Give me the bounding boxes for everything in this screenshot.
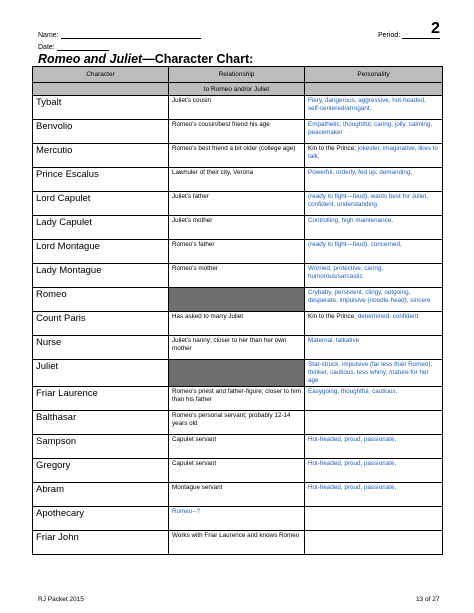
table-row (33, 312, 443, 336)
relationship-cell[interactable]: Law/ruler of their city, Verona (169, 168, 305, 192)
relationship-cell[interactable]: Juliet's mother (169, 216, 305, 240)
table-row (33, 435, 443, 459)
date-field (38, 43, 109, 51)
character-name: Prince Escalus (33, 168, 169, 192)
period-value: 2 (431, 20, 440, 37)
footer-left: RJ Packet 2015 (38, 596, 84, 603)
character-name: Friar Laurence (33, 387, 169, 411)
personality-text: Controlling, high maintenance, (308, 217, 394, 224)
personality-prefix: Kin to the Prince; (308, 313, 358, 320)
personality-cell[interactable] (305, 144, 443, 168)
relationship-cell[interactable]: Romeo's father (169, 240, 305, 264)
personality-cell[interactable] (305, 411, 443, 435)
personality-text: Worried, protective, caring, humorous/sarcastic (308, 265, 384, 280)
personality-text: Easygoing, thoughtful, cautious, (308, 388, 398, 395)
personality-cell[interactable] (305, 531, 443, 555)
name-blank[interactable] (61, 31, 201, 39)
relationship-cell[interactable] (169, 288, 305, 312)
personality-text: Maternal, talkative (308, 337, 360, 344)
personality-text: (ready to fight—feud), wants best for Juliet, confident, understanding (308, 193, 429, 208)
table-row (33, 264, 443, 288)
title-suffix: —Character Chart: (142, 52, 254, 66)
table-row (33, 120, 443, 144)
name-label: Name: (38, 32, 59, 39)
personality-cell[interactable] (305, 336, 443, 360)
personality-text: Hot-headed, proud, passionate, (308, 460, 397, 467)
character-name: Mercutio (33, 144, 169, 168)
personality-cell[interactable] (305, 240, 443, 264)
character-name: Abram (33, 483, 169, 507)
character-chart (32, 66, 443, 555)
table-row (33, 387, 443, 411)
table-row (33, 483, 443, 507)
personality-cell[interactable] (305, 216, 443, 240)
character-name: Lord Montague (33, 240, 169, 264)
character-name: Lord Capulet (33, 192, 169, 216)
character-name: Count Paris (33, 312, 169, 336)
character-name: Friar John (33, 531, 169, 555)
character-name: Sampson (33, 435, 169, 459)
personality-cell[interactable] (305, 120, 443, 144)
personality-text: Hot-headed, proud, passionate, (308, 436, 397, 443)
personality-text: Star-struck, impulsive (far less than Romeo), thinker, cautious, less whiny, mature for her age (308, 361, 433, 384)
personality-text: (ready to fight—feud), concerned, (308, 241, 402, 248)
relationship-cell[interactable]: Capulet servant (169, 459, 305, 483)
personality-cell[interactable] (305, 192, 443, 216)
footer-page: 13 of 27 (416, 596, 440, 603)
relationship-cell[interactable]: Juliet's father (169, 192, 305, 216)
personality-text: Hot-headed, proud, passionate, (308, 484, 397, 491)
character-name: Juliet (33, 360, 169, 387)
table-row (33, 168, 443, 192)
col-character-sub (33, 83, 169, 96)
table-row (33, 459, 443, 483)
date-blank[interactable] (57, 43, 109, 51)
table-row (33, 336, 443, 360)
character-name: Gregory (33, 459, 169, 483)
personality-text: Empathetic, thoughtful, caring, jolly, calming, peacemaker (308, 121, 433, 136)
character-name: Romeo (33, 288, 169, 312)
table-row (33, 144, 443, 168)
play-title: Romeo and Juliet (38, 52, 143, 66)
character-name: Apothecary (33, 507, 169, 531)
relationship-cell[interactable]: Montague servant (169, 483, 305, 507)
character-name: Lady Capulet (33, 216, 169, 240)
character-name: Benvolio (33, 120, 169, 144)
table-row (33, 96, 443, 120)
relationship-cell[interactable]: Capulet servant (169, 435, 305, 459)
table-row (33, 360, 443, 387)
personality-prefix: Kin to the Prince; (308, 145, 358, 152)
table-row (33, 507, 443, 531)
relationship-cell[interactable]: Romeo--? (169, 507, 305, 531)
relationship-cell[interactable]: Romeo's cousin/best friend his age (169, 120, 305, 144)
relationship-cell[interactable]: Romeo's best friend a bit older (college age) (169, 144, 305, 168)
col-relationship-sub: to Romeo and/or Juliet (169, 83, 305, 96)
personality-cell[interactable] (305, 507, 443, 531)
period-label: Period: (378, 32, 401, 39)
table-row (33, 240, 443, 264)
personality-cell[interactable] (305, 168, 443, 192)
relationship-cell[interactable]: Juliet's nanny; closer to her than her own mother (169, 336, 305, 360)
personality-cell[interactable] (305, 312, 443, 336)
name-field (38, 31, 201, 39)
relationship-cell[interactable]: Has asked to marry Juliet (169, 312, 305, 336)
relationship-cell[interactable]: Romeo's mother (169, 264, 305, 288)
relationship-cell[interactable]: Juliet's cousin (169, 96, 305, 120)
relationship-cell[interactable]: Romeo's priest and father-figure; closer to him than his father (169, 387, 305, 411)
relationship-cell[interactable]: Works with Friar Laurence and knows Romeo (169, 531, 305, 555)
table-row (33, 531, 443, 555)
character-name: Nurse (33, 336, 169, 360)
personality-cell[interactable] (305, 387, 443, 411)
personality-cell[interactable] (305, 288, 443, 312)
table-row (33, 288, 443, 312)
personality-cell[interactable] (305, 459, 443, 483)
personality-text: Crybaby, persistent, clingy, outgoing, desperate, impulsive (noodle-head), sincere (308, 289, 431, 304)
personality-cell[interactable] (305, 96, 443, 120)
col-personality: Personality (305, 67, 443, 83)
character-name: Lady Montague (33, 264, 169, 288)
character-name: Tybalt (33, 96, 169, 120)
col-character: Character (33, 67, 169, 83)
character-name: Balthasar (33, 411, 169, 435)
relationship-cell[interactable] (169, 360, 305, 387)
personality-text: Powerful, orderly, fed up, demanding, (308, 169, 413, 176)
page-title (38, 52, 253, 66)
table-row (33, 216, 443, 240)
col-relationship: Relationship (169, 67, 305, 83)
personality-cell[interactable] (305, 483, 443, 507)
col-personality-sub (305, 83, 443, 96)
personality-cell[interactable] (305, 360, 443, 387)
personality-cell[interactable] (305, 435, 443, 459)
personality-text: determined, confident (357, 313, 419, 320)
table-row (33, 192, 443, 216)
personality-cell[interactable] (305, 264, 443, 288)
date-label: Date: (38, 44, 55, 51)
personality-text: jokester, imaginative, likes to talk, (308, 145, 438, 160)
table-row (33, 411, 443, 435)
relationship-cell[interactable]: Romeo's personal servant; probably 12-14 years old (169, 411, 305, 435)
personality-text: Fiery, dangerous, aggressive, hot-headed, self-centered/arrogant, (308, 97, 426, 112)
